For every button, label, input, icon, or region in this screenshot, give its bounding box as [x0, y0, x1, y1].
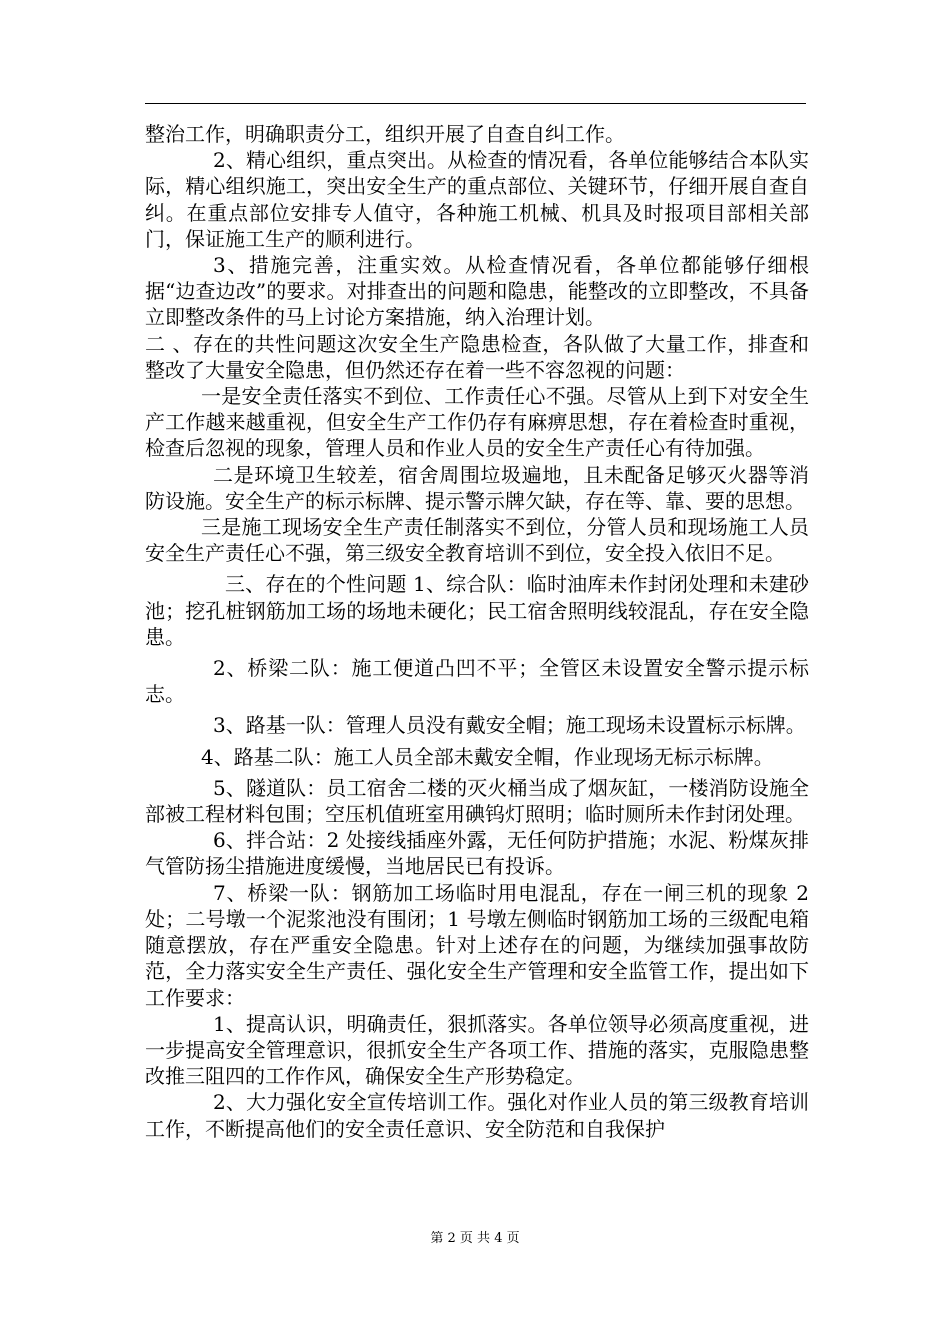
- paragraph: 5、隧道队：员工宿舍二楼的灭火桶当成了烟灰缸，一楼消防设施全部被工程材料包围；空压机值班室用碘钨灯照明；临时厕所未作封闭处理。: [145, 775, 809, 827]
- section-heading-paragraph: 三、存在的个性问题 1、综合队：临时油库未作封闭处理和未建砂池；挖孔桩钢筋加工场的场地未硬化；民工宿舍照明线较混乱，存在安全隐患。: [145, 572, 809, 649]
- paragraph: 4、路基二队：施工人员全部未戴安全帽，作业现场无标示标牌。: [201, 744, 774, 769]
- paragraph: 6、拌合站：2 处接线插座外露，无任何防护措施；水泥、粉煤灰排气管防扬尘措施进度缓慢，当地居民已有投诉。: [145, 828, 809, 879]
- document-body: [145, 121, 809, 1142]
- header-rule: [145, 103, 806, 104]
- paragraph: 3、措施完善，注重实效。从检查情况看，各单位都能够仔细根据“边查边改”的要求。对排查出的问题和隐患，能整改的立即整改，不具备立即整改条件的马上讨论方案措施，纳入治理计划。: [145, 253, 809, 330]
- paragraph: 3、路基一队：管理人员没有戴安全帽；施工现场未设置标示标牌。: [213, 713, 806, 738]
- paragraph: 1、提高认识，明确责任，狠抓落实。各单位领导必须高度重视，进一步提高安全管理意识，很抓安全生产各项工作、措施的落实，克服隐患整改推三阻四的工作作风，确保安全生产形势稳定。: [145, 1011, 809, 1089]
- paragraph: 三是施工现场安全生产责任制落实不到位，分管人员和现场施工人员安全生产责任心不强，第三级安全教育培训不到位，安全投入依旧不足。: [145, 515, 809, 566]
- paragraph: 一是安全责任落实不到位、工作责任心不强。尽管从上到下对安全生产工作越来越重视，但安全生产工作仍存有麻痹思想，存在着检查时重视，检查后忽视的现象，管理人员和作业人员的安全生产责任心有待加强。: [145, 384, 809, 461]
- paragraph: 7、桥梁一队：钢筋加工场临时用电混乱，存在一闸三机的现象 2 处；二号墩一个泥浆池没有围闭；1 号墩左侧临时钢筋加工场的三级配电箱随意摆放，存在严重安全隐患。针对上述存在的问题，为继续加强事故防范，全力落实安全生产责任、强化安全生产管理和安全监管工作，提出如下工作要求：: [145, 880, 809, 1010]
- paragraph: 二是环境卫生较差，宿舍周围垃圾遍地，且未配备足够灭火器等消防设施。安全生产的标示标牌、提示警示牌欠缺，存在等、靠、要的思想。: [145, 462, 809, 513]
- page-number-footer: 第 2 页 共 4 页: [430, 1231, 520, 1246]
- paragraph: 整治工作，明确职责分工，组织开展了自查自纠工作。: [145, 122, 625, 146]
- paragraph: 2、桥梁二队：施工便道凸凹不平；全管区未设置安全警示提示标志。: [145, 656, 809, 707]
- paragraph: 2、大力强化安全宣传培训工作。强化对作业人员的第三级教育培训工作，不断提高他们的安全责任意识、安全防范和自我保护: [145, 1090, 809, 1141]
- paragraph: 2、精心组织，重点突出。从检查的情况看，各单位能够结合本队实际，精心组织施工，突出安全生产的重点部位、关键环节，仔细开展自查自纠。在重点部位安排专人值守，各种施工机械、机具及时报项目部相关部门，保证施工生产的顺利进行。: [145, 148, 809, 251]
- section-heading-paragraph: 二 、存在的共性问题这次安全生产隐患检查，各队做了大量工作，排查和整改了大量安全隐患，但仍然还存在着一些不容忽视的问题：: [145, 331, 809, 382]
